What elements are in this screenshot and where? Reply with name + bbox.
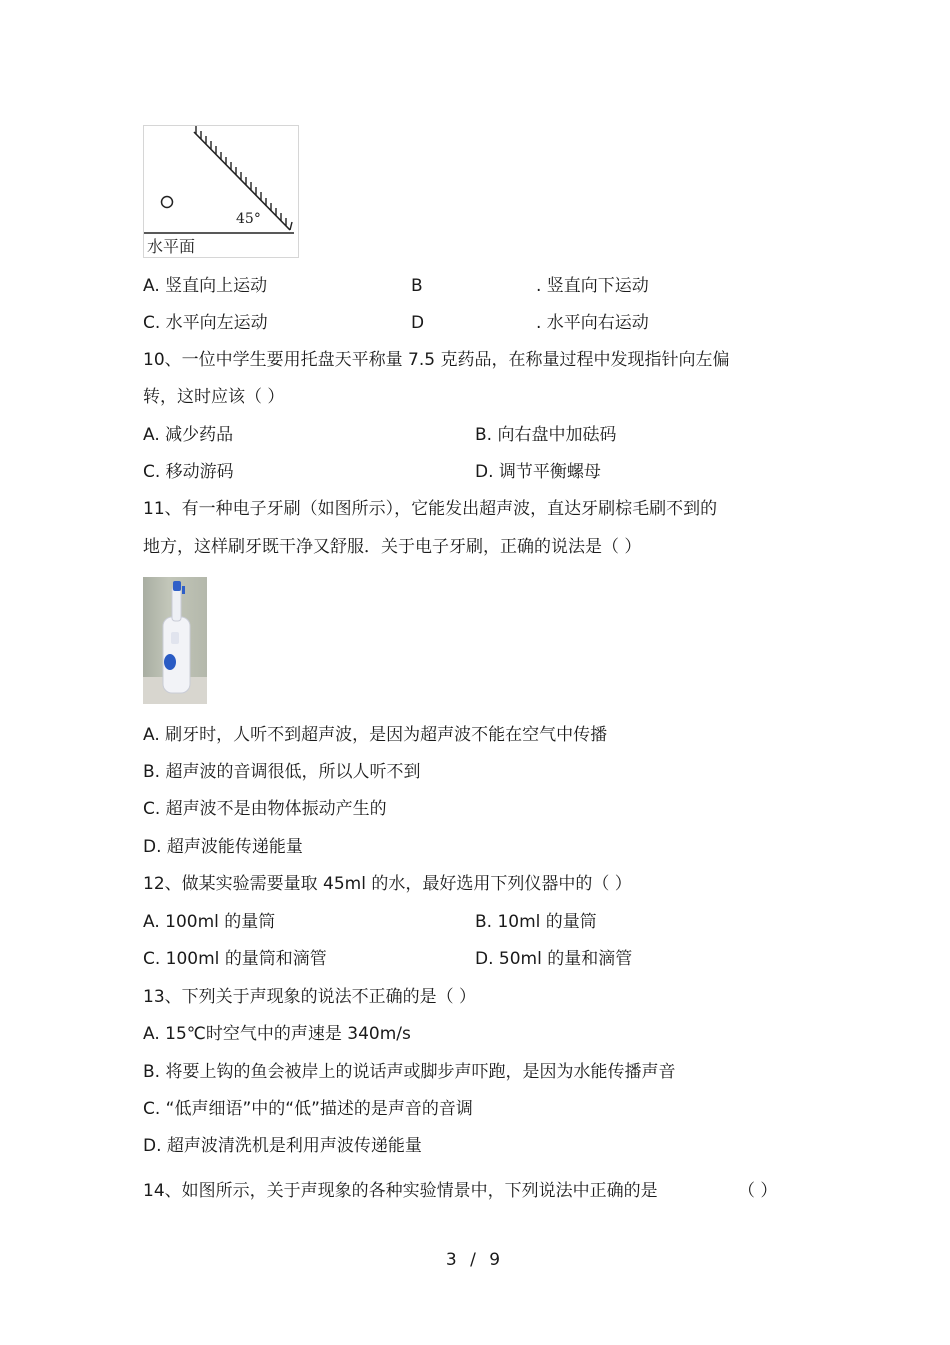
electric-toothbrush-photo <box>143 577 207 704</box>
q9-option-b-letter: B <box>411 276 423 296</box>
q10-option-d: D. 调节平衡螺母 <box>475 462 601 482</box>
q10-option-a: A. 减少药品 <box>143 425 234 445</box>
q13-stem: 13、下列关于声现象的说法不正确的是（ ） <box>143 987 477 1007</box>
q10-option-b: B. 向右盘中加砝码 <box>475 425 617 445</box>
incline-mirror-figure <box>143 125 299 258</box>
angle-label: 45° <box>236 211 261 227</box>
q10-stem-line2: 转，这时应该（ ） <box>143 387 285 407</box>
toothbrush-illustration <box>143 577 207 704</box>
q12-option-b: B. 10ml 的量筒 <box>475 912 597 932</box>
q12-option-c: C. 100ml 的量筒和滴管 <box>143 949 327 969</box>
ball <box>162 197 173 208</box>
q13-option-c: C. “低声细语”中的“低”描述的是声音的音调 <box>143 1099 473 1119</box>
q9-option-b-text: . 竖直向下运动 <box>536 276 649 296</box>
q12-stem: 12、做某实验需要量取 45ml 的水，最好选用下列仪器中的（ ） <box>143 874 632 894</box>
q10-stem-line1: 10、一位中学生要用托盘天平称量 7.5 克药品，在称量过程中发现指针向左偏 <box>143 350 730 370</box>
q13-option-a: A. 15℃时空气中的声速是 340m/s <box>143 1024 411 1044</box>
q11-stem-line2: 地方，这样刷牙既干净又舒服．关于电子牙刷，正确的说法是（ ） <box>143 537 642 557</box>
page-number: 3 / 9 <box>445 1250 505 1270</box>
q11-option-b: B. 超声波的音调很低，所以人听不到 <box>143 762 421 782</box>
q12-option-d: D. 50ml 的量和滴管 <box>475 949 633 969</box>
q11-option-a: A. 刷牙时，人听不到超声波，是因为超声波不能在空气中传播 <box>143 725 608 745</box>
q14-stem: 14、如图所示，关于声现象的各种实验情景中，下列说法中正确的是 <box>143 1181 658 1201</box>
q11-option-c: C. 超声波不是由物体振动产生的 <box>143 799 387 819</box>
q9-option-d-text: . 水平向右运动 <box>536 313 649 333</box>
q9-option-a: A. 竖直向上运动 <box>143 276 268 296</box>
q14-answer-paren: （ ） <box>738 1181 778 1201</box>
q12-option-a: A. 100ml 的量筒 <box>143 912 276 932</box>
q11-stem-line1: 11、有一种电子牙刷（如图所示），它能发出超声波，直达牙刷棕毛刷不到的 <box>143 499 718 519</box>
q9-option-d-letter: D <box>411 313 425 333</box>
q13-option-d: D. 超声波清洗机是利用声波传递能量 <box>143 1136 422 1156</box>
q11-option-d: D. 超声波能传递能量 <box>143 837 303 857</box>
incline-mirror-diagram <box>144 126 298 257</box>
q13-option-b: B. 将要上钩的鱼会被岸上的说话声或脚步声吓跑，是因为水能传播声音 <box>143 1062 676 1082</box>
q10-option-c: C. 移动游码 <box>143 462 234 482</box>
ground-label: 水平面 <box>147 237 196 256</box>
q9-option-c: C. 水平向左运动 <box>143 313 268 333</box>
